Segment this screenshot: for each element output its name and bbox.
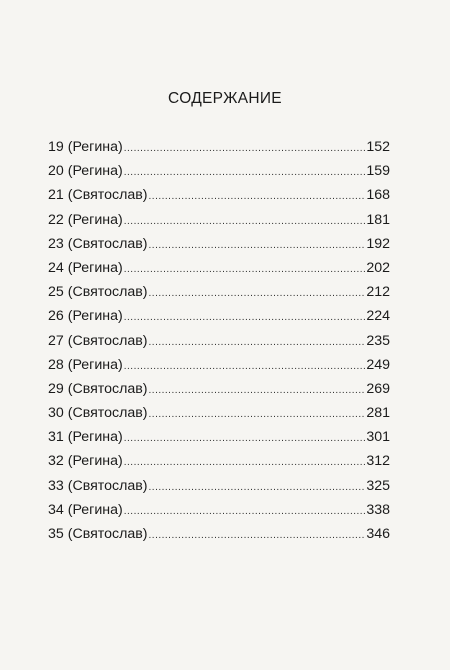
toc-chapter-label: 20 (Регина)	[48, 163, 123, 180]
toc-page-number: 346	[366, 526, 390, 542]
dot-leader	[124, 212, 366, 232]
toc-page-number: 224	[366, 308, 390, 325]
toc-entry	[48, 161, 390, 185]
toc-chapter-label: 23 (Святослав)	[48, 235, 148, 252]
toc-chapter-label: 33 (Святослав)	[48, 477, 148, 494]
toc-page-number: 281	[366, 405, 390, 422]
dot-leader	[124, 139, 366, 159]
toc-page-number: 338	[366, 501, 390, 518]
toc-list	[48, 137, 390, 548]
toc-page-number: 159	[366, 163, 390, 180]
toc-chapter-label: 25 (Святослав)	[48, 284, 148, 301]
toc-chapter-label: 29 (Святослав)	[48, 380, 148, 397]
dot-leader	[124, 429, 366, 449]
toc-page-number: 301	[366, 429, 390, 446]
dot-leader	[124, 357, 366, 377]
toc-entry	[48, 451, 390, 475]
dot-leader	[149, 478, 366, 498]
toc-page-number: 235	[366, 332, 390, 349]
toc-entry	[48, 185, 390, 209]
dot-leader	[149, 284, 366, 304]
toc-entry	[48, 234, 390, 258]
dot-leader	[124, 308, 366, 328]
toc-entry	[48, 306, 390, 330]
toc-chapter-label: 19 (Регина)	[48, 139, 123, 155]
toc-chapter-label: 28 (Регина)	[48, 356, 123, 373]
dot-leader	[149, 187, 366, 207]
toc-page-number: 269	[366, 380, 390, 397]
toc-chapter-label: 34 (Регина)	[48, 501, 123, 518]
toc-page-number: 168	[366, 187, 390, 204]
toc-entry	[48, 355, 390, 379]
toc-chapter-label: 26 (Регина)	[48, 308, 123, 325]
toc-entry	[48, 524, 390, 548]
toc-entry	[48, 210, 390, 234]
toc-entry	[48, 476, 390, 500]
toc-page-number: 202	[366, 259, 390, 276]
dot-leader	[149, 236, 366, 256]
toc-entry	[48, 331, 390, 355]
toc-page-number: 192	[366, 235, 390, 252]
dot-leader	[124, 163, 366, 183]
toc-page-number: 181	[366, 211, 390, 228]
toc-entry	[48, 379, 390, 403]
toc-chapter-label: 27 (Святослав)	[48, 332, 148, 349]
toc-chapter-label: 35 (Святослав)	[48, 526, 148, 542]
toc-page-number: 312	[366, 453, 390, 470]
toc-chapter-label: 32 (Регина)	[48, 453, 123, 470]
toc-entry	[48, 282, 390, 306]
toc-chapter-label: 24 (Регина)	[48, 259, 123, 276]
dot-leader	[149, 381, 366, 401]
dot-leader	[124, 502, 366, 522]
toc-entry	[48, 258, 390, 282]
page-title: СОДЕРЖАНИЕ	[168, 90, 282, 107]
dot-leader	[124, 453, 366, 473]
toc-chapter-label: 31 (Регина)	[48, 429, 123, 446]
toc-page-number: 212	[366, 284, 390, 301]
dot-leader	[149, 405, 366, 425]
toc-page-number: 325	[366, 477, 390, 494]
dot-leader	[124, 260, 366, 280]
toc-entry	[48, 137, 390, 161]
toc-page-number: 152	[366, 139, 390, 155]
dot-leader	[149, 333, 366, 353]
toc-chapter-label: 22 (Регина)	[48, 211, 123, 228]
toc-entry	[48, 403, 390, 427]
toc-entry	[48, 500, 390, 524]
toc-chapter-label: 21 (Святослав)	[48, 187, 148, 204]
toc-chapter-label: 30 (Святослав)	[48, 405, 148, 422]
dot-leader	[149, 526, 366, 546]
toc-page-number: 249	[366, 356, 390, 373]
toc-entry	[48, 427, 390, 451]
